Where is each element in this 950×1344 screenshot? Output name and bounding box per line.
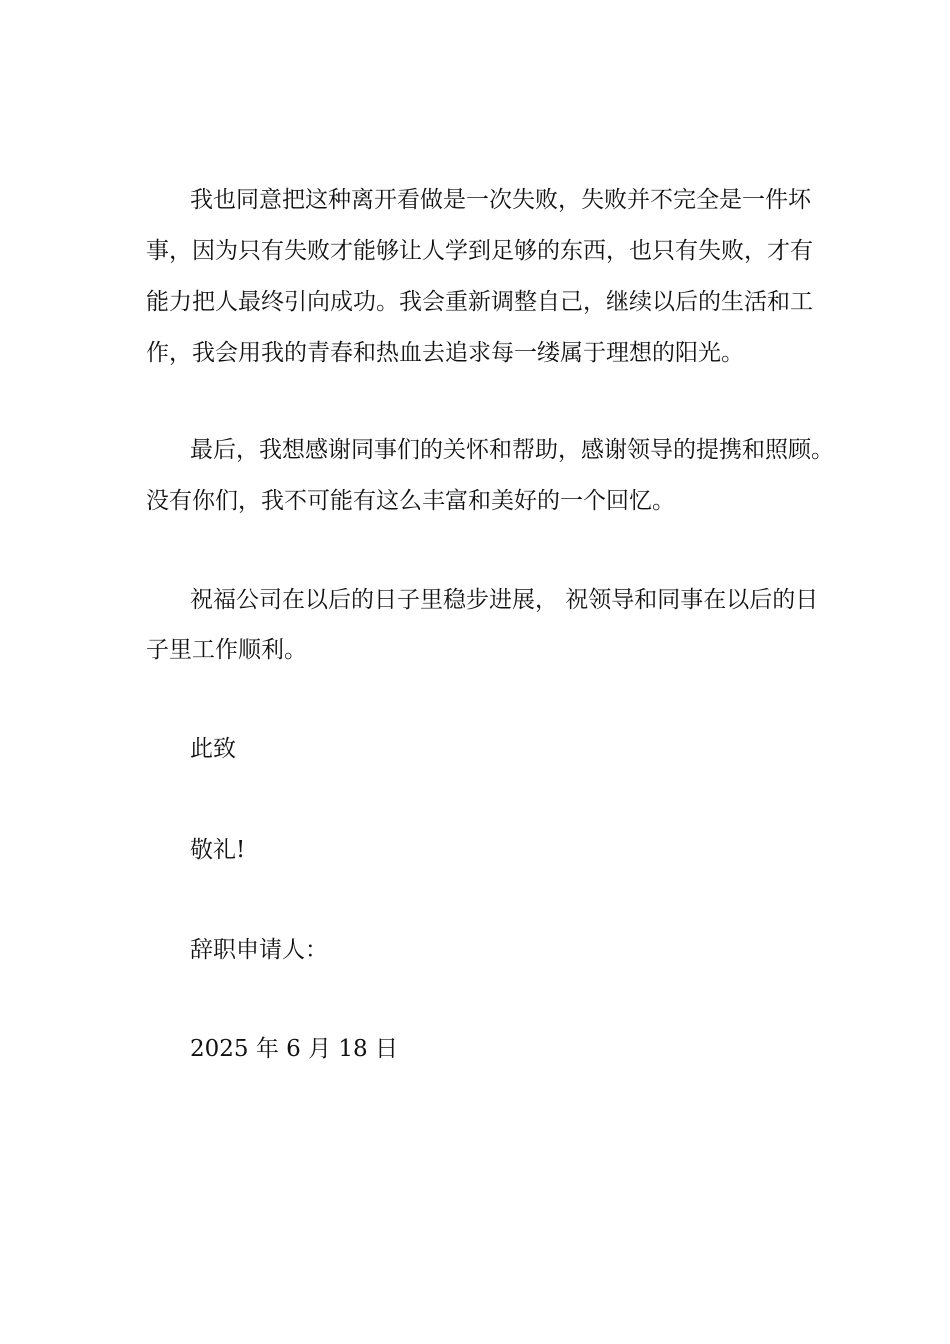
date-line: 2025 年 6 月 18 日 bbox=[190, 1036, 398, 1062]
closing-respect: 敬礼! bbox=[190, 837, 246, 863]
paragraph-1-line-1: 我也同意把这种离开看做是一次失败，失败并不完全是一件坏 bbox=[190, 187, 811, 213]
paragraph-2-line-2: 没有你们，我不可能有这么丰富和美好的一个回忆。 bbox=[146, 488, 675, 514]
paragraph-1-line-3: 能力把人最终引向成功。我会重新调整自己，继续以后的生活和工 bbox=[146, 289, 813, 315]
paragraph-3-line-2: 子里工作顺利。 bbox=[146, 637, 307, 663]
paragraph-1-line-2: 事，因为只有失败才能够让人学到足够的东西，也只有失败，才有 bbox=[146, 238, 813, 264]
paragraph-1-line-4: 作，我会用我的青春和热血去追求每一缕属于理想的阳光。 bbox=[146, 340, 744, 366]
paragraph-3-line-1: 祝福公司在以后的日子里稳步进展， 祝领导和同事在以后的日 bbox=[190, 587, 819, 613]
paragraph-2-line-1: 最后，我想感谢同事们的关怀和帮助，感谢领导的提携和照顾。 bbox=[190, 437, 834, 463]
closing-salutation: 此致 bbox=[190, 736, 236, 762]
signature-label: 辞职申请人： bbox=[190, 937, 328, 963]
